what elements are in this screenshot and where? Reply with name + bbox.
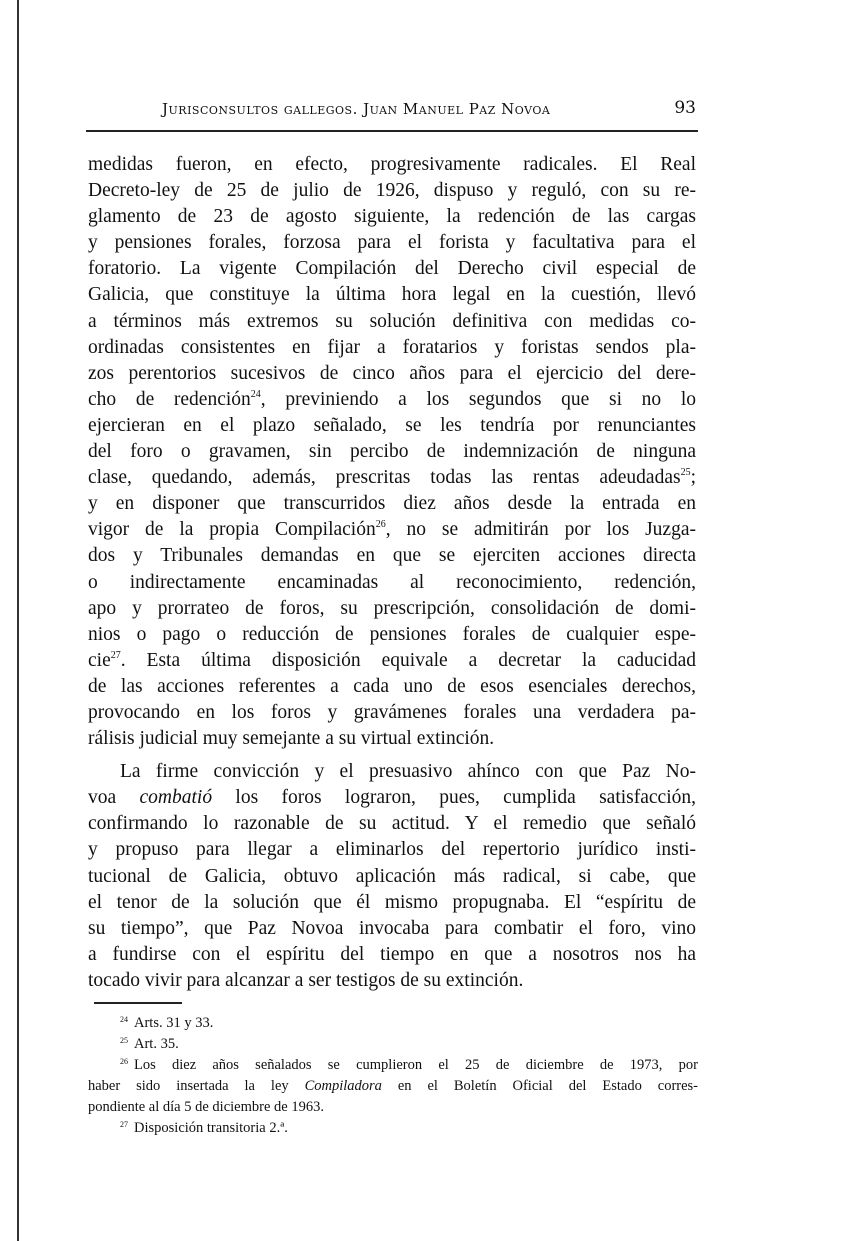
footnotes	[88, 1013, 698, 1139]
text-line	[88, 361, 696, 387]
header-rule	[86, 130, 698, 132]
text-run: pondiente al día 5 de diciembre de 1963.	[88, 1099, 324, 1115]
text-run: apo y prorrateo de foros, su prescripción, consolidación de domi-	[88, 597, 696, 619]
text-run: en el Boletín Oficial del Estado corres-	[381, 1078, 699, 1094]
text-line	[88, 204, 696, 230]
text-run: Decreto-ley de 25 de julio de 1926, dispuso y reguló, con su re-	[88, 180, 696, 202]
text-line	[88, 700, 696, 726]
italic-text: Compiladora	[304, 1078, 382, 1094]
text-run: o indirectamente encaminadas al reconocimiento, redención,	[88, 571, 696, 593]
footnote-line	[88, 1118, 698, 1139]
text-line	[88, 465, 696, 491]
text-line	[88, 439, 696, 465]
text-line	[88, 491, 696, 517]
text-run: los foros lograron, pues, cumplida satisfacción,	[212, 787, 696, 809]
text-run: zos perentorios sucesivos de cinco años para el ejercicio del dere-	[88, 362, 696, 384]
text-run: y propuso para llegar a eliminarlos del repertorio jurídico insti-	[88, 839, 696, 861]
text-run: cie	[88, 649, 111, 671]
text-line	[88, 726, 696, 752]
text-run: ordinadas consistentes en fijar a foratarios y foristas sendos pla-	[88, 336, 696, 358]
text-run: tucional de Galicia, obtuvo aplicación más radical, si cabe, que	[88, 865, 696, 887]
footnote-ref: 24	[250, 388, 261, 400]
text-line	[88, 942, 696, 968]
text-run: su tiempo”, que Paz Novoa invocaba para combatir el foro, vino	[88, 917, 696, 939]
footnote-ref: 26	[375, 519, 386, 531]
footnote-rule	[94, 1002, 182, 1004]
footnote-number: 24	[120, 1015, 128, 1024]
text-line	[88, 517, 696, 543]
text-line	[88, 674, 696, 700]
text-run: La firme convicción y el presuasivo ahínco con que Paz No-	[120, 761, 696, 783]
footnote-number: 25	[120, 1036, 128, 1045]
text-run: Arts. 31 y 33.	[134, 1015, 214, 1031]
text-line	[88, 759, 696, 785]
text-run: Los diez años señalados se cumplieron el 25 de diciembre de 1973, por	[134, 1057, 698, 1073]
text-line	[88, 309, 696, 335]
text-line	[88, 916, 696, 942]
footnote-line	[88, 1055, 698, 1076]
text-run: y pensiones forales, forzosa para el forista y facultativa para el	[88, 232, 696, 254]
text-line	[88, 387, 696, 413]
text-run: y en disponer que transcurridos diez años desde la entrada en	[88, 493, 696, 515]
text-run: , no se admitirán por los Juzga-	[385, 519, 696, 541]
paragraph	[88, 152, 696, 752]
text-run: Galicia, que constituye la última hora legal en la cuestión, llevó	[88, 284, 696, 306]
text-line	[88, 864, 696, 890]
text-run: glamento de 23 de agosto siguiente, la redención de las cargas	[88, 206, 696, 228]
footnote-line	[88, 1076, 698, 1097]
footnote-line	[88, 1013, 698, 1034]
footnote-number: 27	[120, 1120, 128, 1129]
text-run: foratorio. La vigente Compilación del Derecho civil especial de	[88, 258, 696, 280]
text-line	[88, 622, 696, 648]
text-run: medidas fueron, en efecto, progresivamente radicales. El Real	[88, 154, 696, 175]
text-line	[88, 152, 696, 178]
footnote-line	[88, 1034, 698, 1055]
text-line	[88, 648, 696, 674]
footnote-number: 26	[120, 1057, 128, 1066]
text-line	[88, 230, 696, 256]
text-line	[88, 837, 696, 863]
text-run: confirmando lo razonable de su actitud. Y el remedio que señaló	[88, 813, 696, 835]
text-run: el tenor de la solución que él mismo propugnaba. El “espíritu de	[88, 891, 696, 913]
text-run: ;	[690, 467, 696, 489]
text-line	[88, 811, 696, 837]
text-line	[88, 785, 696, 811]
text-line	[88, 570, 696, 596]
text-run: provocando en los foros y gravámenes forales una verdadera pa-	[88, 701, 696, 723]
text-run: ejercieran en el plazo señalado, se les tendría por renunciantes	[88, 414, 696, 436]
text-run: a términos más extremos su solución definitiva con medidas co-	[88, 310, 696, 332]
text-run: Disposición transitoria 2.ª.	[134, 1120, 288, 1136]
paragraph	[88, 759, 696, 994]
text-run: cho de redención	[88, 388, 251, 410]
text-line	[88, 543, 696, 569]
text-line	[88, 596, 696, 622]
text-line	[88, 256, 696, 282]
footnote-ref: 27	[110, 649, 121, 661]
italic-text: combatió	[139, 787, 213, 809]
scan-edge	[17, 0, 19, 1241]
text-line	[88, 282, 696, 308]
text-run: del foro o gravamen, sin percibo de indemnización de ninguna	[88, 441, 696, 463]
text-run: dos y Tribunales demandas en que se ejerciten acciones directa	[88, 545, 696, 567]
text-run: , previniendo a los segundos que si no lo	[260, 388, 696, 410]
text-run: tocado vivir para alcanzar a ser testigos de su extinción.	[88, 969, 524, 991]
body-text	[88, 152, 696, 994]
page-number: 93	[674, 98, 696, 118]
text-run: de las acciones referentes a cada uno de esos esenciales derechos,	[88, 675, 696, 697]
text-run: vigor de la propia Compilación	[88, 519, 376, 541]
text-line	[88, 178, 696, 204]
text-run: nios o pago o reducción de pensiones forales de cualquier espe-	[88, 623, 696, 645]
footnote-ref: 25	[680, 467, 691, 479]
text-run: Art. 35.	[134, 1036, 179, 1052]
text-run: rálisis judicial muy semejante a su virtual extinción.	[88, 728, 495, 750]
footnote-line	[88, 1097, 698, 1118]
text-run: . Esta última disposición equivale a decretar la caducidad	[120, 649, 696, 671]
text-run: haber sido insertada la ley	[88, 1078, 305, 1094]
text-run: a fundirse con el espíritu del tiempo en que a nosotros nos ha	[88, 943, 696, 965]
text-line	[88, 968, 696, 994]
running-title: Jurisconsultos gallegos. Juan Manuel Paz Novoa	[162, 100, 551, 118]
text-line	[88, 335, 696, 361]
text-run: clase, quedando, además, prescritas todas las rentas adeudadas	[88, 467, 681, 489]
text-line	[88, 890, 696, 916]
running-header	[88, 100, 696, 124]
text-run: voa	[88, 787, 140, 809]
text-line	[88, 413, 696, 439]
